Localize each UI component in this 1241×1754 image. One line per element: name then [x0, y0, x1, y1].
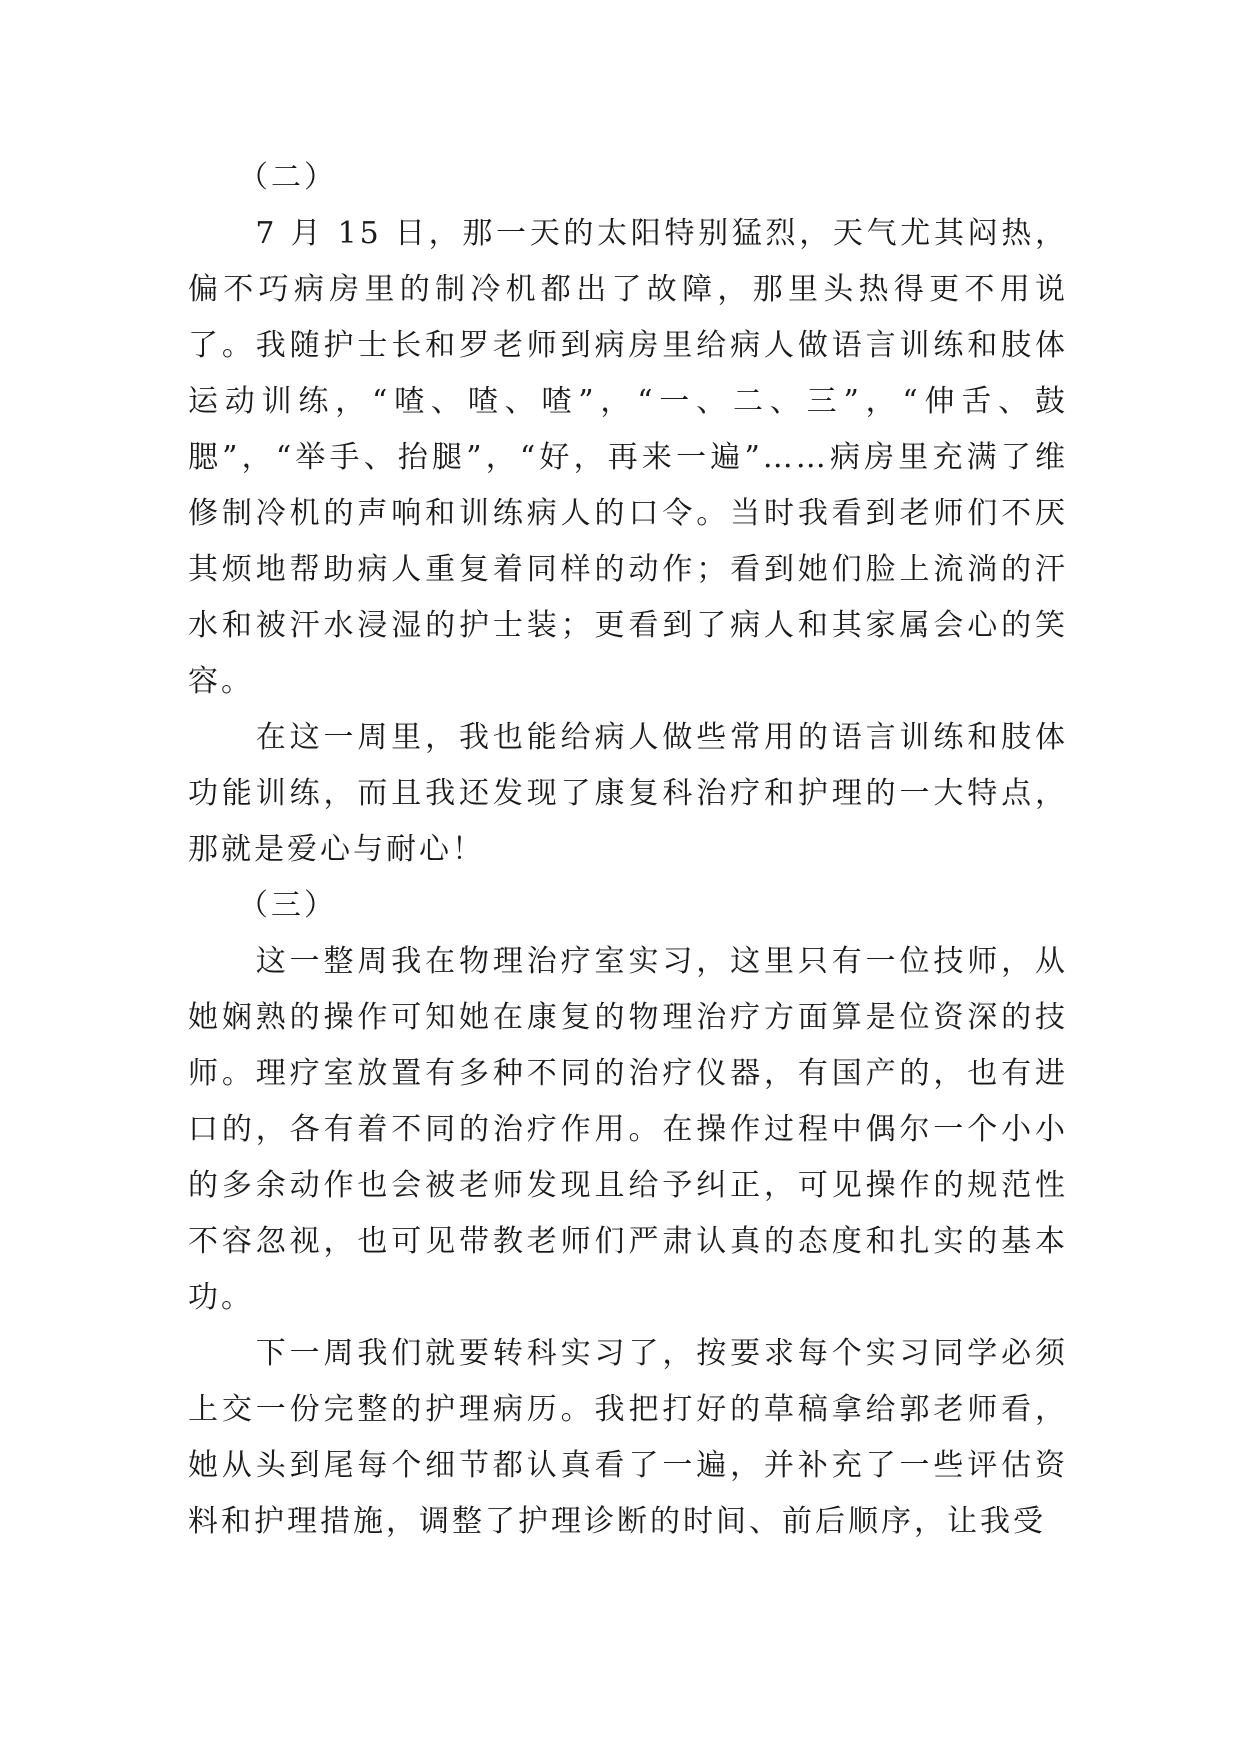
- section-heading: （二）: [238, 160, 337, 195]
- paragraph: 这一整周我在物理治疗室实习，这里只有一位技师，从她娴熟的操作可知她在康复的物理治疗方面算是位资深的技师。理疗室放置有多种不同的治疗仪器，有国产的，也有进口的，各有着不同的治疗作用。在操作过程中偶尔一个小小的多余动作也会被老师发现且给予纠正，可见操作的规范性不容忽视，也可见带教老师们严肃认真的态度和扎实的基本功。: [188, 944, 1068, 1315]
- paragraph: 下一周我们就要转科实习了，按要求每个实习同学必须上交一份完整的护理病历。我把打好的草稿拿给郭老师看，她从头到尾每个细节都认真看了一遍，并补充了一些评估资料和护理措施，调整了护理诊断的时间、前后顺序，让我受: [188, 1336, 1068, 1539]
- section-three: [188, 878, 1068, 1550]
- paragraph: 7 月 15 日，那一天的太阳特别猛烈，天气尤其闷热，偏不巧病房里的制冷机都出了故障，那里头热得更不用说了。我随护士长和罗老师到病房里给病人做语言训练和肢体运动训练，“喳、喳、喳”，“一、二、三”，“伸舌、鼓腮”，“举手、抬腿”，“好，再来一遍”……病房里充满了维修制冷机的声响和训练病人的口令。当时我看到老师们不厌其烦地帮助病人重复着同样的动作；看到她们脸上流淌的汗水和被汗水浸湿的护士装；更看到了病人和其家属会心的笑容。: [188, 216, 1068, 699]
- section-heading: （三）: [238, 888, 337, 923]
- section-two: [188, 150, 1068, 878]
- paragraph: 在这一周里，我也能给病人做些常用的语言训练和肢体功能训练，而且我还发现了康复科治疗和护理的一大特点，那就是爱心与耐心！: [188, 720, 1068, 867]
- document-body: [188, 150, 1068, 1550]
